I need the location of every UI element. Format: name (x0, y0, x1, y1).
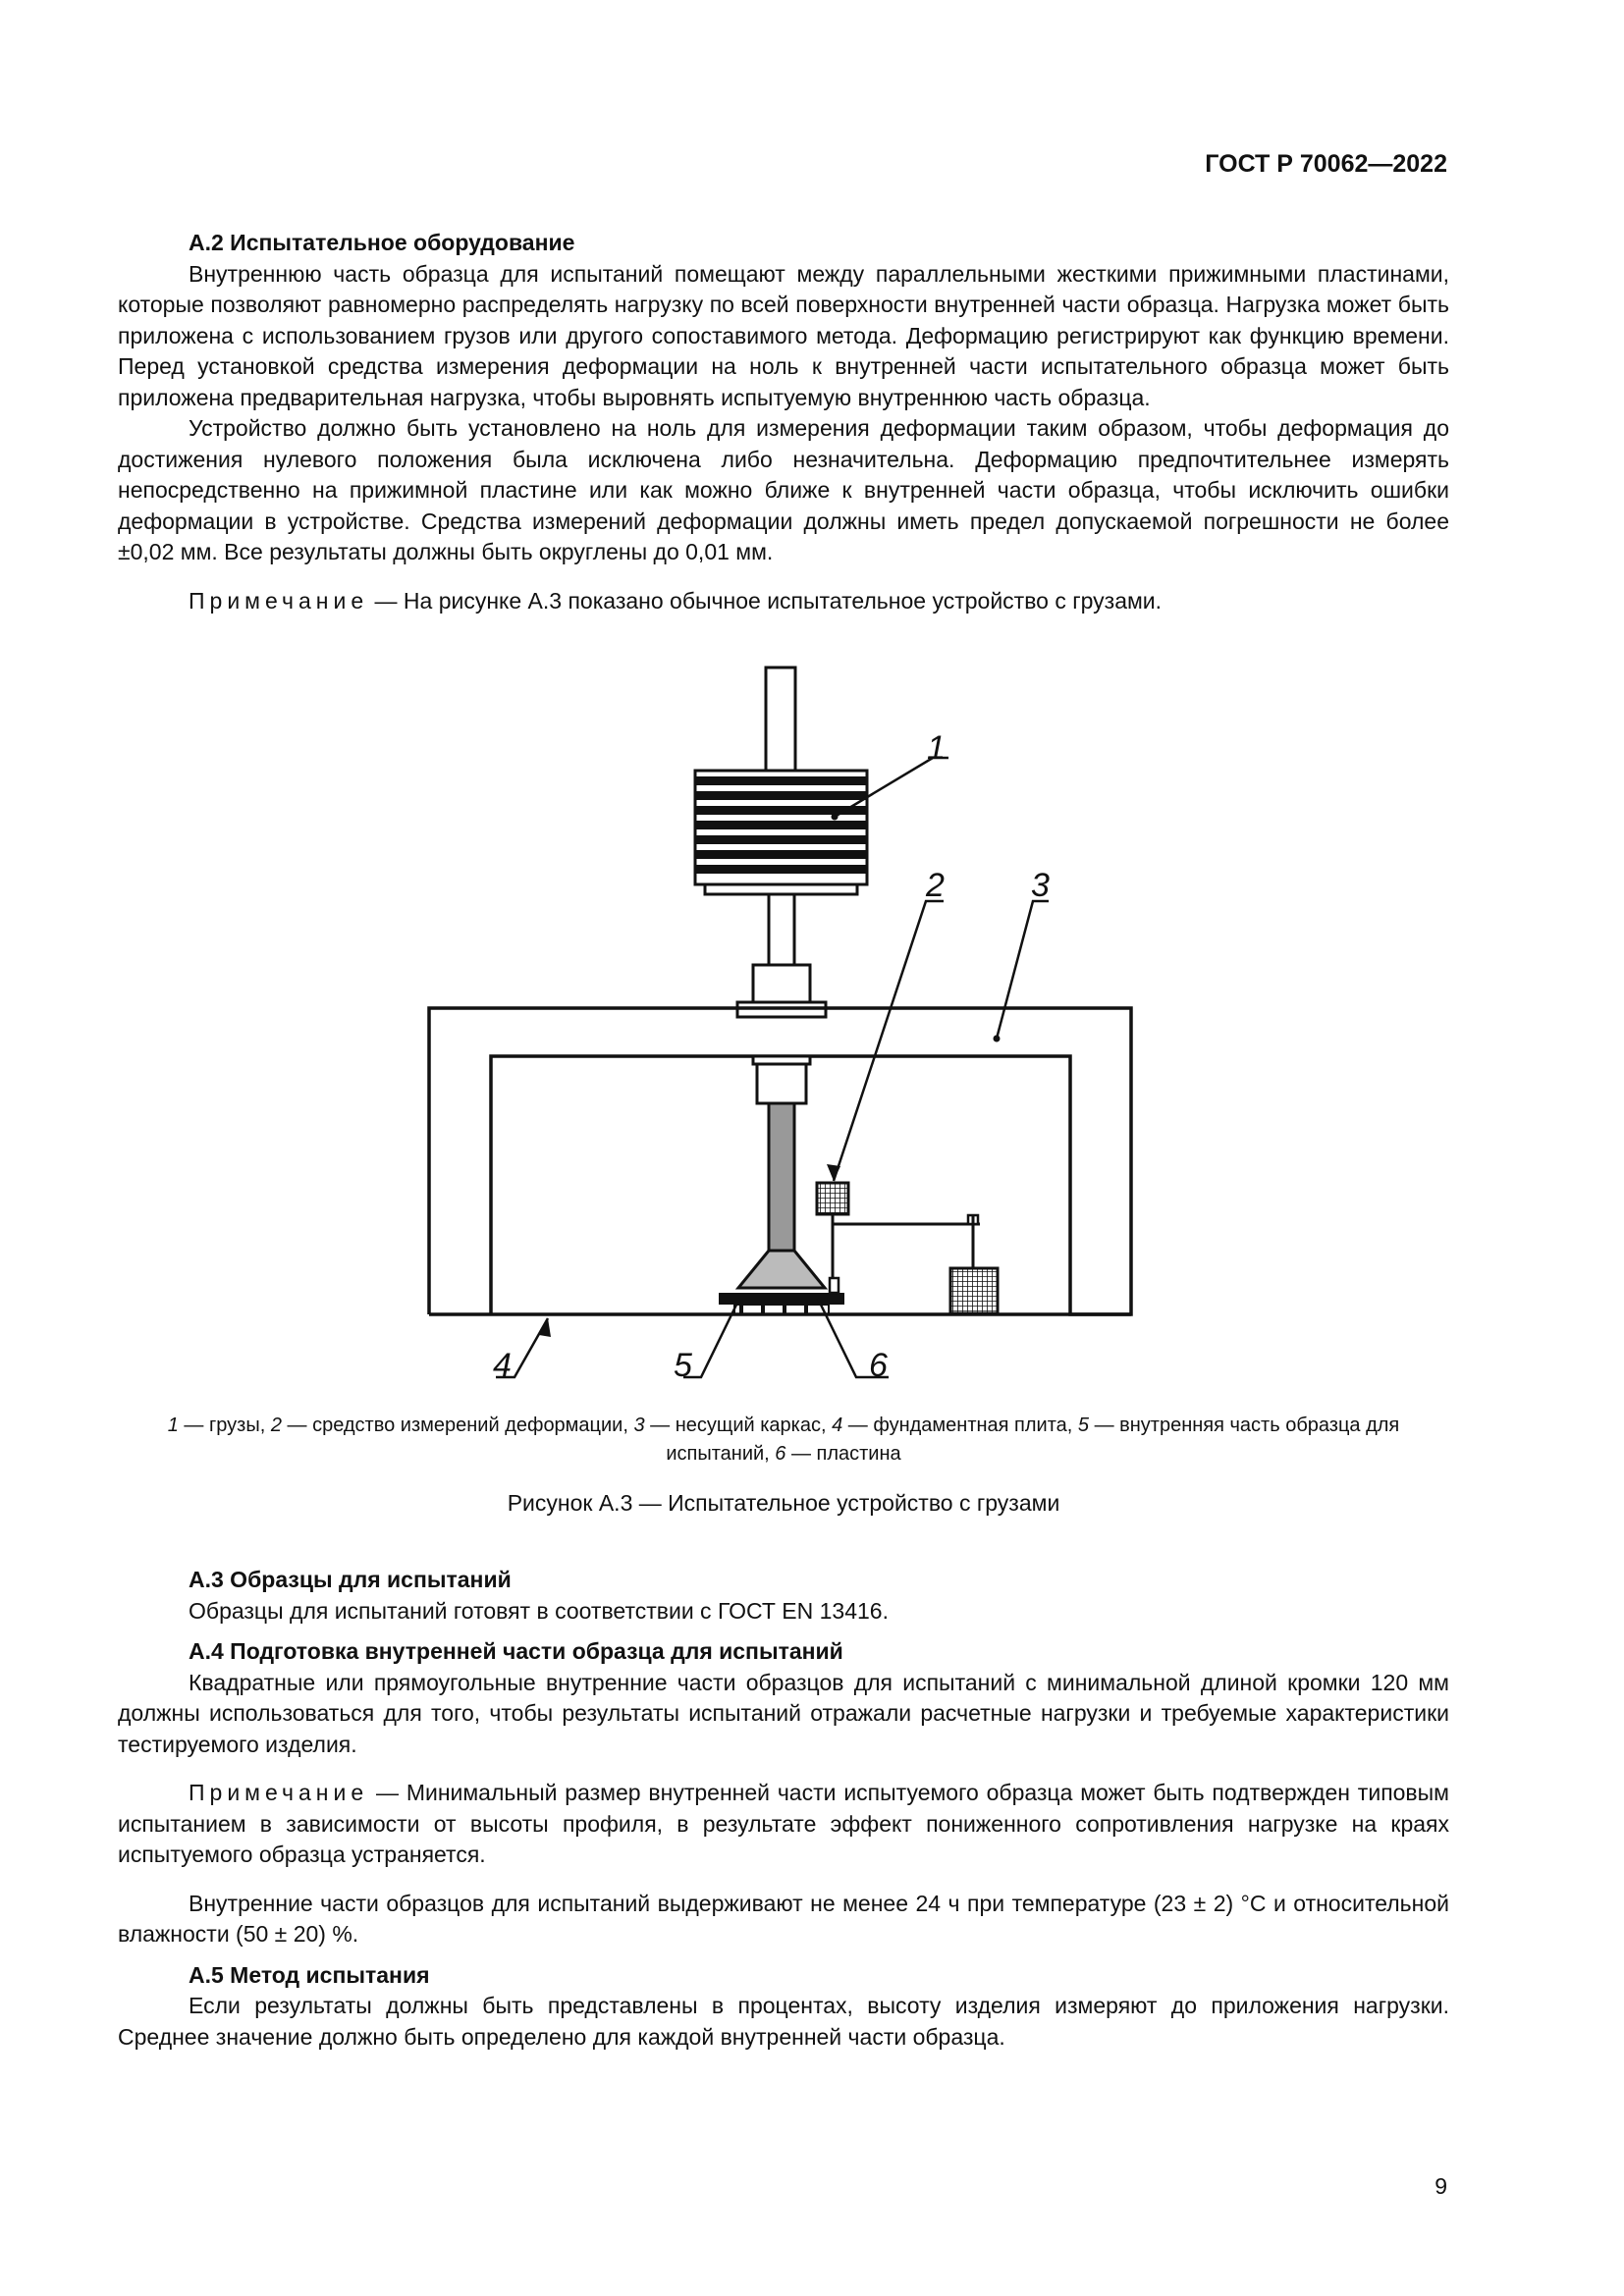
deformation-gauge (817, 1183, 848, 1214)
legend-num-6: 6 (775, 1443, 786, 1465)
page-number: 9 (1435, 2173, 1447, 2199)
legend-text-6: — пластина (785, 1443, 901, 1465)
legend-num-4: 4 (832, 1415, 843, 1436)
plunger (769, 1103, 794, 1251)
legend-text-1: — грузы, (178, 1415, 271, 1436)
legend-text-2: — средство измерений деформации, (281, 1415, 634, 1436)
section-a5-paragraph: Если результаты должны быть представлены в процентах, высоту изделия измеряют до приложения нагрузки. Среднее значение должно быть определено для каждой внутренней части образца. (118, 1993, 1449, 2050)
figure-title: Рисунок А.3 — Испытательное устройство с грузами (507, 1490, 1060, 1516)
callout-6: 6 (869, 1347, 888, 1384)
legend-num-1: 1 (167, 1415, 179, 1436)
section-a2-paragraph-1: Внутреннюю часть образца для испытаний помещают между параллельными жесткими прижимными пластинами, которые позволяют равномерно распределять нагрузку по всей поверхности внутренней части образца. Нагрузка может быть приложена с использованием грузов или другого сопоставимого метода. Деформацию регистрируют как функцию времени. Перед установкой средства измерения деформации на ноль к внутренней части испытательного образца может быть приложена предварительная нагрузка, чтобы выровнять испытуемую внутреннюю часть образца. (118, 260, 1449, 410)
weights-stack (695, 771, 867, 894)
section-a4-heading: А.4 Подготовка внутренней части образца для испытаний (189, 1638, 843, 1664)
section-a3-heading: А.3 Образцы для испытаний (189, 1567, 512, 1592)
plunger-foot (738, 1251, 825, 1288)
note-label: Примечание (189, 1780, 369, 1805)
upper-coupling (753, 965, 810, 1002)
section-a5-heading: А.5 Метод испытания (189, 1961, 430, 1988)
legend-text-3: — несущий каркас, (644, 1415, 833, 1436)
callout-4: 4 (493, 1347, 512, 1384)
gauge-probe (830, 1278, 839, 1293)
section-a4-paragraph: Квадратные или прямоугольные внутренние части образцов для испытаний с минимальной длиной кромки 120 мм должны использоваться для того, чтобы результаты испытаний отражали расчетные нагрузки и требуемые характеристики тестируемого изделия. (118, 1669, 1449, 1757)
section-a3-paragraph: Образцы для испытаний готовят в соответствии с ГОСТ EN 13416. (189, 1597, 889, 1624)
section-a2-heading: А.2 Испытательное оборудование (189, 230, 575, 255)
section-a4-paragraph-2: Внутренние части образцов для испытаний выдерживают не менее 24 ч при температуре (23 ± 2) °C и относительной влажности (50 ± 20) %. (118, 1890, 1449, 1947)
middle-rod (769, 894, 794, 965)
callout-1: 1 (927, 729, 946, 767)
callout-5: 5 (674, 1347, 692, 1384)
standard-number: ГОСТ Р 70062—2022 (1205, 150, 1447, 178)
legend-num-3: 3 (633, 1415, 645, 1436)
sections-a3-a5 (118, 1565, 1449, 2053)
section-a4-note (118, 1778, 1449, 1871)
note-label: Примечание (189, 587, 369, 614)
top-rod (766, 667, 795, 771)
legend-num-2: 2 (270, 1415, 282, 1436)
legend-text-5: — внутренняя часть образца для испытаний, (666, 1415, 1400, 1465)
callout-2: 2 (926, 867, 945, 904)
figure-legend (118, 1412, 1449, 1468)
note-text: — Минимальный размер внутренней части испытуемого образца может быть подтвержден типовым испытанием в зависимости от высоты профиля, в результате эффект пониженного сопротивления нагрузке на краях испытуемого образца устраняется. (118, 1780, 1449, 1867)
lower-coupling (757, 1064, 806, 1103)
legend-num-5: 5 (1077, 1415, 1090, 1436)
legend-text-4: — фундаментная плита, (842, 1415, 1078, 1436)
callout-3: 3 (1031, 867, 1050, 904)
section-a2-paragraph-2: Устройство должно быть установлено на ноль для измерения деформации таким образом, чтобы деформация до достижения нулевого положения была исключена либо незначительна. Деформацию предпочтительнее измерять непосредственно на прижимной пластине или как можно ближе к внутренней части образца, чтобы исключить ошибки деформации в устройстве. Средства измерений деформации должны иметь предел допускаемой погрешности не более ±0,02 мм. Все результаты должны быть округлены до 0,01 мм. (118, 415, 1449, 564)
note-text: — На рисунке А.3 показано обычное испытательное устройство с грузами. (368, 587, 1163, 614)
gauge-stand-base (950, 1268, 998, 1313)
